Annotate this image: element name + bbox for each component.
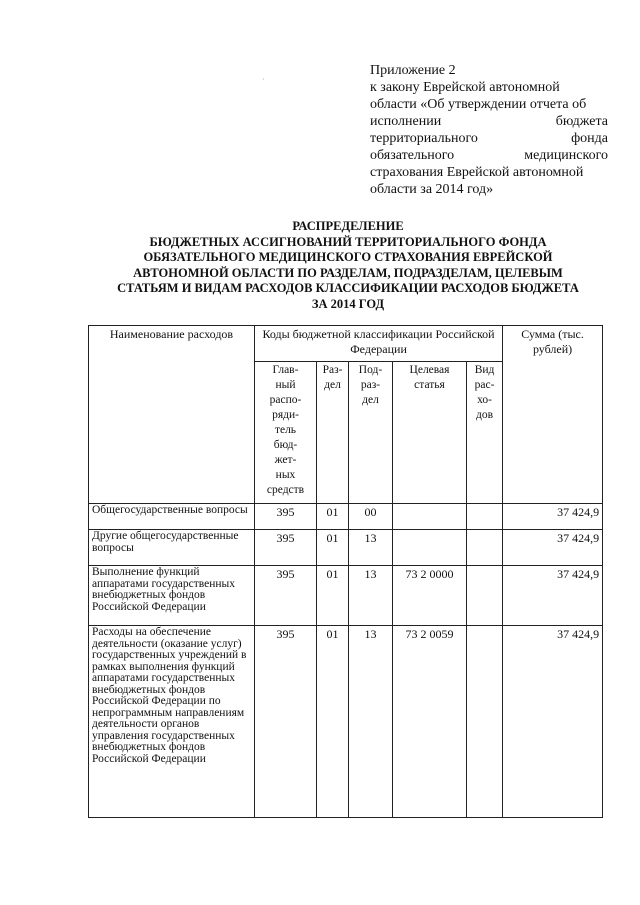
row-razdel: 01 (317, 530, 349, 566)
table-row (89, 566, 603, 626)
header-word: средств (266, 484, 305, 496)
header-word: ный (275, 379, 296, 391)
table-row (89, 504, 603, 530)
row-sum: 37 424,9 (503, 504, 603, 530)
appendix-note (370, 62, 608, 198)
header-sum: Сумма (тыс. рублей) (503, 326, 603, 504)
header-word: дел (324, 379, 341, 391)
header-word: хо- (477, 394, 492, 406)
header-name: Наименование расходов (89, 326, 255, 504)
row-podrazdel: 13 (349, 530, 393, 566)
header-word: распо- (269, 394, 302, 406)
title-line: БЮДЖЕТНЫХ АССИГНОВАНИЙ ТЕРРИТОРИАЛЬНОГО ФОНДА (149, 234, 547, 249)
row-glav: 395 (255, 626, 317, 818)
row-celevaya (393, 504, 467, 530)
appendix-line: территориального фонда (370, 131, 608, 146)
appendix-line: к закону Еврейской автономной (370, 80, 560, 95)
header-word: ряди- (272, 409, 299, 421)
row-vid (467, 626, 503, 818)
row-sum: 37 424,9 (503, 530, 603, 566)
header-word: бюд- (273, 439, 298, 451)
row-razdel: 01 (317, 626, 349, 818)
appendix-line: области «Об утверждении отчета об (370, 97, 587, 112)
title-line: РАСПРЕДЕЛЕНИЕ (292, 219, 404, 233)
header-codes: Коды бюджетной классификации Российской Федерации (255, 326, 503, 362)
row-razdel: 01 (317, 566, 349, 626)
header-glav (255, 362, 317, 504)
document-title (88, 219, 608, 312)
title-line: ЗА 2014 ГОД (311, 296, 385, 311)
row-glav: 395 (255, 530, 317, 566)
header-word: дов (476, 409, 494, 421)
header-word: дел (362, 394, 379, 406)
table-row (89, 626, 603, 818)
row-name: Расходы на обеспечение деятельности (оказание услуг) государственных учреждений в рамках выполнения функций аппаратами государственных внебюджетных фондов Российской Федерации по непрограммным направлениям деятельности органов управления государственных внебюджетных фондов Российской Федерации (89, 626, 255, 818)
row-vid (467, 566, 503, 626)
header-word: Раз- (322, 364, 343, 376)
row-podrazdel: 13 (349, 566, 393, 626)
row-glav: 395 (255, 566, 317, 626)
table-row (89, 530, 603, 566)
row-name: Другие общегосударственные вопросы (89, 530, 255, 566)
header-word: Вид (474, 364, 495, 376)
header-row (89, 326, 603, 362)
row-celevaya (393, 530, 467, 566)
header-word: раз- (360, 379, 381, 391)
header-word: Целевая (409, 364, 450, 376)
title-line: АВТОНОМНОЙ ОБЛАСТИ ПО РАЗДЕЛАМ, ПОДРАЗДЕЛАМ, ЦЕЛЕВЫМ (133, 265, 563, 280)
row-celevaya: 73 2 0059 (393, 626, 467, 818)
appendix-line: области за 2014 год» (370, 182, 494, 197)
header-word: жет- (274, 454, 297, 466)
budget-table (88, 325, 603, 818)
row-vid (467, 530, 503, 566)
row-podrazdel: 13 (349, 626, 393, 818)
header-word: статья (414, 379, 445, 391)
row-razdel: 01 (317, 504, 349, 530)
header-word: тель (274, 424, 297, 436)
header-word: ных (275, 469, 296, 481)
header-razdel (317, 362, 349, 504)
title-line: СТАТЬЯМ И ВИДАМ РАСХОДОВ КЛАССИФИКАЦИИ РАСХОДОВ БЮДЖЕТА (117, 281, 579, 295)
row-podrazdel: 00 (349, 504, 393, 530)
row-sum: 37 424,9 (503, 626, 603, 818)
row-name: Выполнение функций аппаратами государственных внебюджетных фондов Российской Федерации (89, 566, 255, 626)
row-name: Общегосударственные вопросы (89, 504, 255, 530)
scan-speck: · (262, 75, 265, 84)
row-celevaya: 73 2 0000 (393, 566, 467, 626)
header-word: Под- (358, 364, 383, 376)
row-vid (467, 504, 503, 530)
title-line: ОБЯЗАТЕЛЬНОГО МЕДИЦИНСКОГО СТРАХОВАНИЯ ЕВРЕЙСКОЙ (143, 250, 553, 264)
row-glav: 395 (255, 504, 317, 530)
appendix-line: обязательного медицинского (370, 148, 608, 163)
header-word: Глав- (272, 364, 299, 376)
header-podrazdel (349, 362, 393, 504)
appendix-line: исполнении бюджета (370, 114, 608, 129)
header-vid (467, 362, 503, 504)
header-word: рас- (474, 379, 495, 391)
row-sum: 37 424,9 (503, 566, 603, 626)
appendix-line: страхования Еврейской автономной (370, 165, 584, 180)
appendix-line: Приложение 2 (370, 63, 456, 78)
header-celevaya (393, 362, 467, 504)
